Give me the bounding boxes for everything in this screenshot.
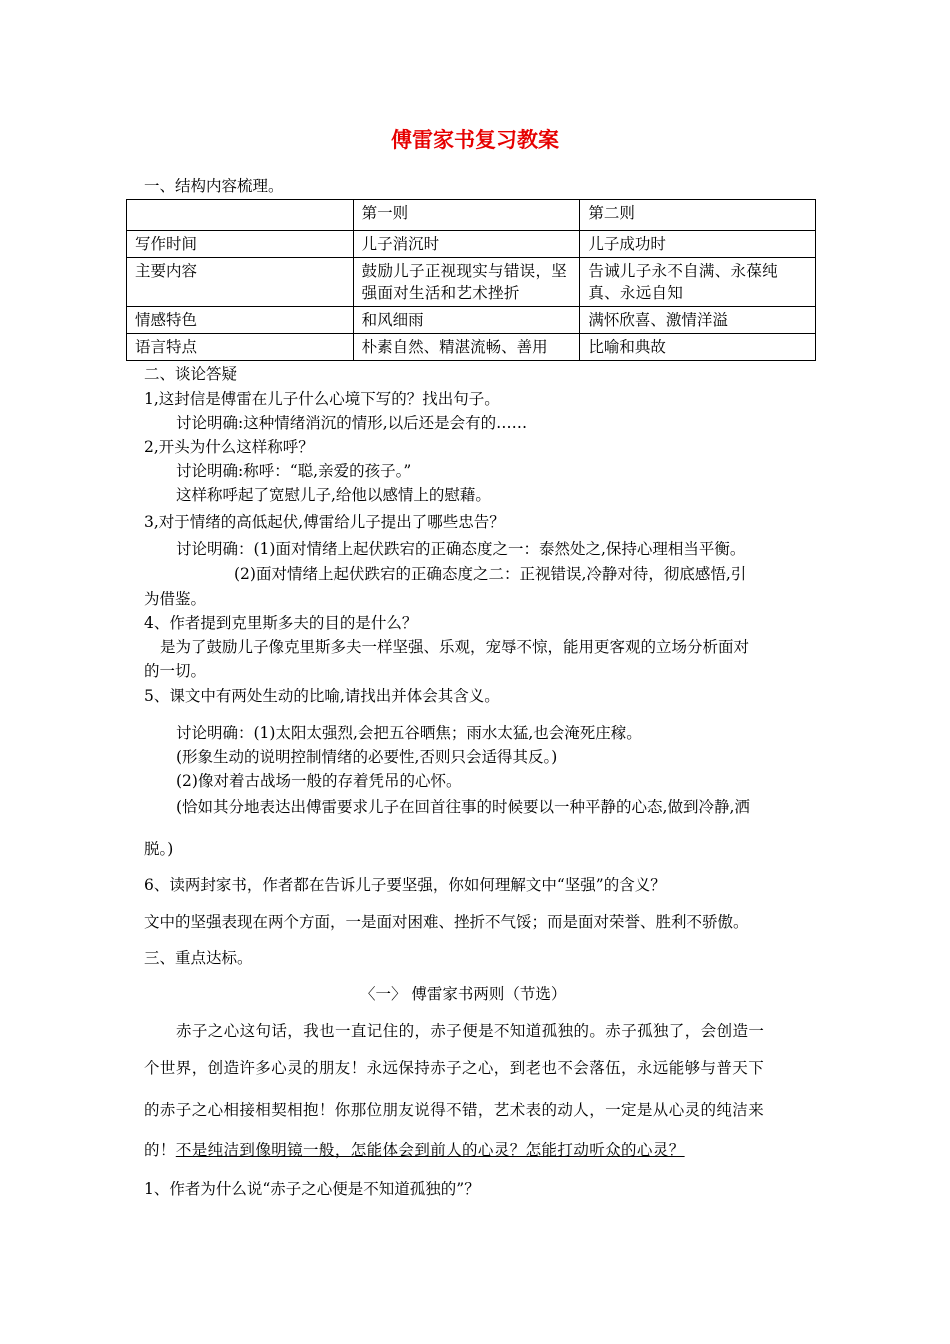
answer-4-line-2: 的一切。	[144, 662, 207, 680]
answer-2-line-1: 讨论明确:称呼：“聪,亲爱的孩子。”	[176, 462, 412, 480]
passage-line-4-start: 的！	[144, 1141, 176, 1159]
answer-5-line-3: (2)像对着古战场一般的存着凭吊的心怀。	[176, 772, 462, 790]
answer-3-line-1: 讨论明确：(1)面对情绪上起伏跌宕的正确态度之一：泰然处之,保持心理相当平衡。	[176, 540, 746, 558]
answer-4-line-1: 是为了鼓励儿子像克里斯多夫一样坚强、乐观，宠辱不惊，能用更客观的立场分析面对	[160, 638, 750, 656]
table-cell: 情感特色	[127, 307, 354, 334]
answer-3-line-3: 为借鉴。	[144, 590, 207, 608]
answer-5-line-1: 讨论明确：(1)太阳太强烈,会把五谷晒焦；雨水太猛,也会淹死庄稼。	[176, 724, 642, 742]
table-cell: 写作时间	[127, 231, 354, 258]
table-row	[127, 307, 816, 334]
table-cell: 儿子消沉时	[353, 231, 580, 258]
question-4: 4、作者提到克里斯多夫的目的是什么？	[144, 614, 418, 632]
question-5: 5、课文中有两处生动的比喻,请找出并体会其含义。	[144, 687, 500, 705]
table-cell: 满怀欣喜、激情洋溢	[580, 307, 816, 334]
table-header-row	[127, 200, 816, 231]
answer-5-line-2: (形象生动的说明控制情绪的必要性,否则只会适得其反。)	[176, 748, 558, 766]
question-2: 2,开头为什么这样称呼？	[144, 438, 314, 456]
answer-2-line-2: 这样称呼起了宽慰儿子,给他以感情上的慰藉。	[176, 486, 491, 504]
table-cell: 鼓励儿子正视现实与错误，坚强面对生活和艺术挫折	[353, 258, 580, 307]
section2-heading: 二、谈论答疑	[144, 365, 238, 383]
answer-1: 讨论明确:这种情绪消沉的情形,以后还是会有的……	[176, 414, 528, 432]
structure-table	[126, 199, 816, 361]
table-cell	[127, 200, 354, 231]
passage-line-2: 个世界，创造许多心灵的朋友！永远保持赤子之心，到老也不会落伍，永远能够与普天下	[144, 1059, 765, 1077]
table-cell: 语言特点	[127, 334, 354, 361]
table-cell: 比喻和典故	[580, 334, 816, 361]
table-cell: 儿子成功时	[580, 231, 816, 258]
answer-5-line-5: 脱。)	[144, 840, 174, 858]
passage-line-3: 的赤子之心相接相契相抱！你那位朋友说得不错，艺术表的动人，一定是从心灵的纯洁来	[144, 1101, 765, 1119]
page-title: 傅雷家书复习教案	[391, 128, 559, 152]
table-cell: 告诫儿子永不自满、永葆纯真、永远自知	[580, 258, 816, 307]
passage-line-1: 赤子之心这句话，我也一直记住的，赤子便是不知道孤独的。赤子孤独了，会创造一	[176, 1022, 765, 1040]
underlined-sentence: 不是纯洁到像明镜一般，怎能体会到前人的心灵？怎能打动听众的心灵？	[175, 1141, 685, 1159]
question-1: 1,这封信是傅雷在儿子什么心境下写的？找出句子。	[144, 390, 500, 408]
table-row	[127, 258, 816, 307]
section3-heading: 三、重点达标。	[144, 949, 253, 967]
table-cell: 和风细雨	[353, 307, 580, 334]
question-3: 3,对于情绪的高低起伏,傅雷给儿子提出了哪些忠告？	[144, 513, 505, 531]
table-row	[127, 334, 816, 361]
table-cell: 主要内容	[127, 258, 354, 307]
passage-line-4	[144, 1140, 685, 1160]
table-cell: 朴素自然、精湛流畅、善用	[353, 334, 580, 361]
section3-question-1: 1、作者为什么说“赤子之心便是不知道孤独的”？	[144, 1180, 480, 1198]
answer-3-line-2: (2)面对情绪上起伏跌宕的正确态度之二：正视错误,冷静对待，彻底感悟,引	[234, 565, 747, 583]
question-6: 6、读两封家书，作者都在告诉儿子要坚强，你如何理解文中“坚强”的含义？	[144, 876, 666, 894]
answer-5-line-4: (恰如其分地表达出傅雷要求儿子在回首往事的时候要以一种平静的心态,做到冷静,洒	[176, 798, 750, 816]
table-row	[127, 231, 816, 258]
table-cell: 第二则	[580, 200, 816, 231]
answer-6: 文中的坚强表现在两个方面，一是面对困难、挫折不气馁；而是面对荣誉、胜利不骄傲。	[144, 913, 749, 931]
passage-subtitle: 〈一〉 傅雷家书两则（节选）	[360, 985, 567, 1003]
table-cell: 第一则	[353, 200, 580, 231]
section1-heading: 一、结构内容梳理。	[144, 177, 284, 195]
